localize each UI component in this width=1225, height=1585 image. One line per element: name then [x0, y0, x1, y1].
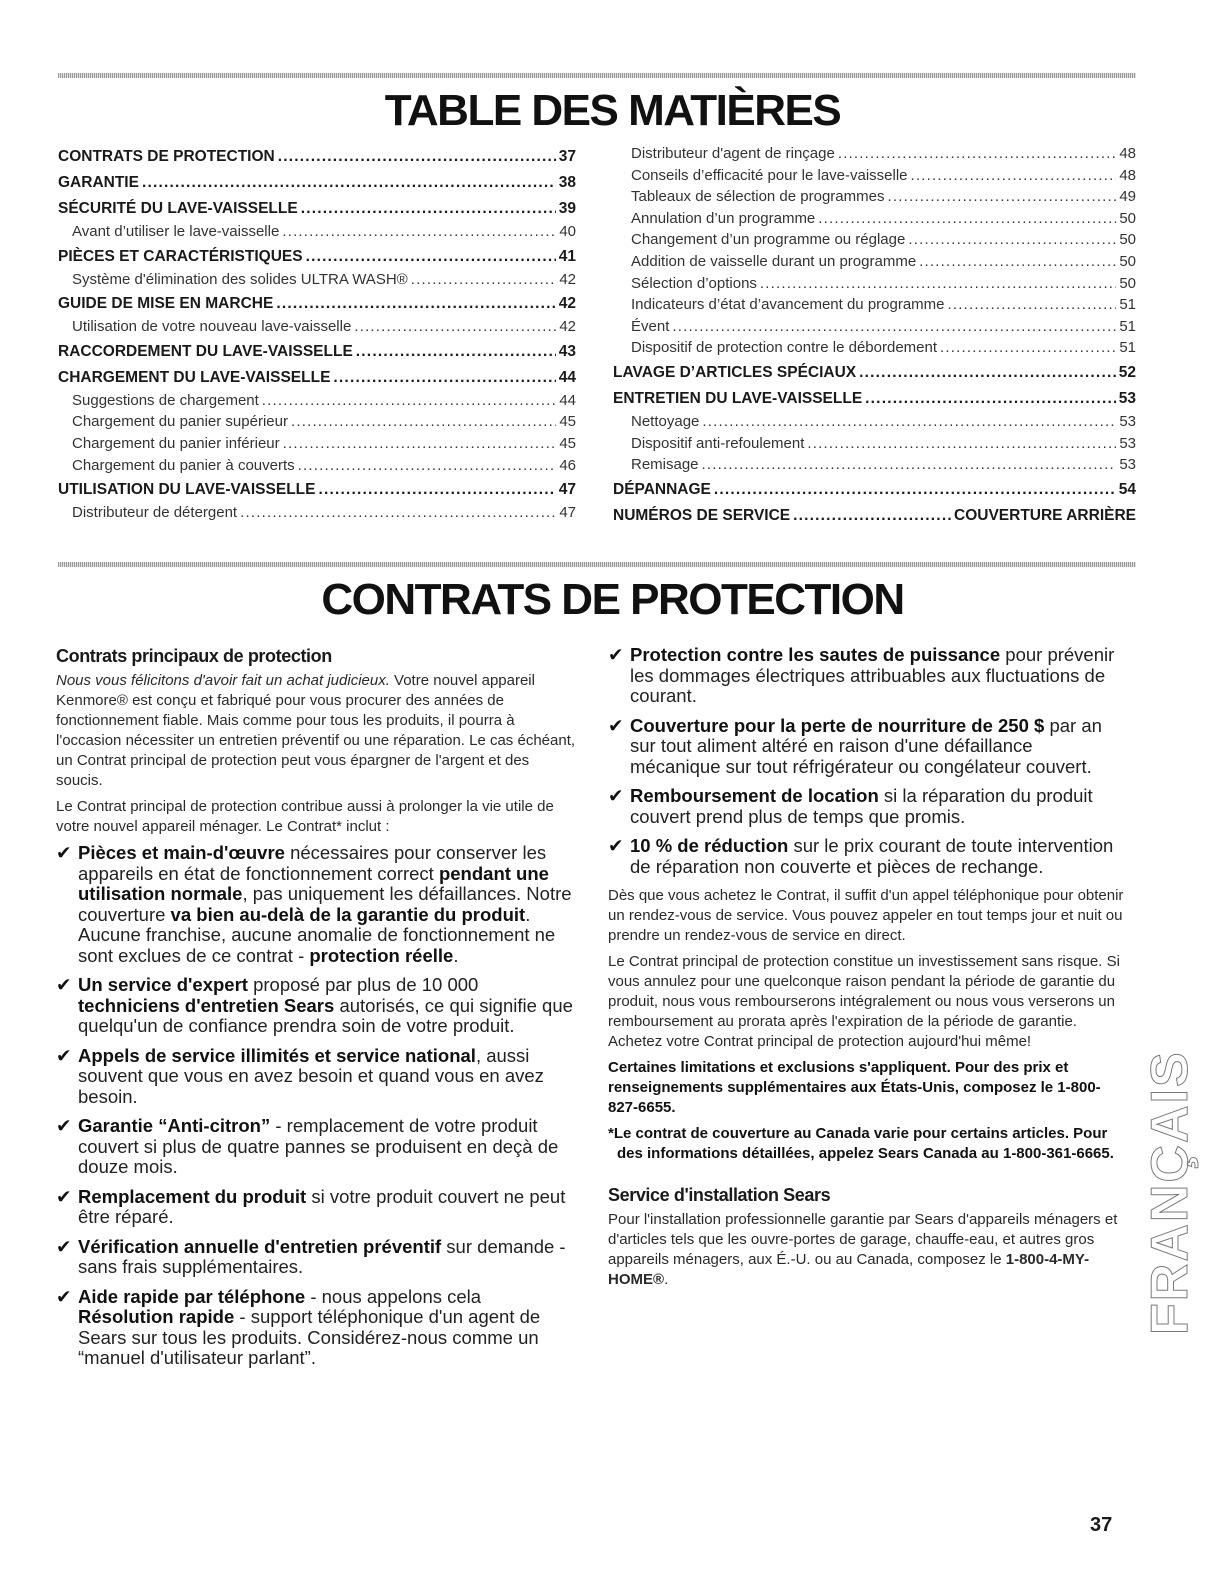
text-span: autorisés, ce qui signifie que quelqu'un de confiance prendra soin de votre produit. — [78, 994, 573, 1036]
toc-entry-label: Chargement du panier inférieur — [72, 434, 280, 452]
toc-entry — [613, 504, 1136, 528]
toc-entry — [58, 221, 576, 243]
toc-entry-label: Tableaux de sélection de programmes — [631, 188, 885, 206]
toc-entry — [58, 411, 576, 433]
text-span: par an sur tout aliment altéré en raison d'une défaillance mécanique sur tout réfrigérateur ou congélateur couvert. — [630, 714, 1102, 777]
intro-paragraph — [56, 671, 576, 791]
dot-leader — [278, 145, 556, 169]
toc-entry — [613, 454, 1136, 476]
toc-entry-label: Indicateurs d’état d’avancement du programme — [631, 296, 945, 314]
toc-entry — [613, 208, 1136, 230]
text-span: sur le prix courant de toute intervention de réparation non couverte et pièces de rechange. — [630, 835, 1114, 877]
toc-entry — [613, 411, 1136, 433]
purchase-paragraph: Dès que vous achetez le Contrat, il suffit d'un appel téléphonique pour obtenir un rendez-vous de service. Vous pouvez appeler en tout temps jour et nuit ou prendre un rendez-vous de service en direct. — [608, 887, 1124, 944]
toc-entry-page: 42 — [558, 295, 576, 313]
bold-span: protection réelle — [309, 944, 454, 966]
check-icon: ✔ — [608, 644, 624, 665]
install-paragraph — [608, 1210, 1128, 1290]
bold-span: Garantie “Anti-citron” — [78, 1115, 271, 1136]
toc-entry-label: Conseils d’efficacité pour le lave-vaisselle — [631, 166, 908, 184]
toc-entry — [613, 478, 1136, 502]
toc-entry-label: Utilisation de votre nouveau lave-vaisselle — [72, 318, 352, 336]
bold-span: va bien au-delà de la garantie du produit — [170, 903, 526, 925]
bold-span: Un service d'expert — [78, 974, 248, 995]
toc-entry-page: 50 — [1119, 274, 1136, 292]
dot-leader — [354, 316, 556, 338]
dot-leader — [240, 502, 556, 524]
middle-divider — [58, 562, 1136, 567]
toc-entry-label: Avant d’utiliser le lave-vaisselle — [72, 223, 280, 240]
text-span: Pour l'installation professionnelle garantie par Sears d'appareils ménagers et d'articles tels que les ouvre-portes de garage, chauffe-eau, et autres gros appareils ménagers, aux É.-U. ou au Canada, composez le — [608, 1211, 1118, 1268]
benefit-replacement — [56, 1187, 576, 1228]
toc-entry-page: 53 — [1119, 456, 1136, 474]
bold-span: techniciens d'entretien Sears — [78, 994, 335, 1016]
toc-entry-label: Annulation d’un programme — [631, 209, 816, 227]
toc-entry-page: 49 — [1119, 188, 1136, 206]
toc-entry — [58, 269, 576, 291]
dot-leader — [283, 433, 557, 455]
toc-entry-page: 51 — [1119, 317, 1136, 335]
toc-entry-page: 47 — [559, 504, 576, 522]
toc-entry — [58, 340, 576, 364]
toc-entry — [613, 229, 1136, 251]
toc-entry-label: Sélection d’options — [631, 274, 757, 292]
check-icon: ✔ — [56, 974, 72, 995]
toc-entry-label: CHARGEMENT DU LAVE-VAISSELLE — [58, 368, 331, 386]
text-span: sur demande - sans frais supplémentaires. — [78, 1235, 566, 1277]
install-heading: Service d'installation Sears — [608, 1185, 831, 1205]
toc-entry-page: 37 — [558, 148, 576, 165]
toc-entry-label: Distributeur de détergent — [72, 504, 238, 522]
limitations-paragraph: Certaines limitations et exclusions s'appliquent. Pour des prix et renseignements supplémentaires aux États-Unis, composez le 1-800-827-6655. — [608, 1059, 1101, 1116]
text-span: nécessaires pour conserver les appareils en état de fonctionnement correct — [78, 842, 547, 884]
contracts-right-column — [608, 645, 1128, 1296]
toc-entry — [613, 316, 1136, 338]
benefit-lemon-guarantee — [56, 1116, 576, 1178]
toc-entry-page: 50 — [1119, 231, 1136, 249]
language-tab: FRANÇAIS — [1141, 1050, 1199, 1335]
contracts-title: CONTRATS DE PROTECTION — [321, 575, 904, 624]
toc-entry-page: 53 — [1119, 434, 1136, 452]
dot-leader — [818, 208, 1116, 230]
intro-italic: Nous vous félicitons d'avoir fait un achat judicieux. — [56, 672, 390, 689]
toc-entry — [58, 145, 576, 169]
toc-entry-label: Système d'élimination des solides ULTRA WASH® — [72, 270, 408, 288]
toc-entry-label: Dispositif anti-refoulement — [631, 434, 805, 452]
text-span: . Aucune franchise, aucune anomalie de fonctionnement ne sont exclues de ce contrat - — [78, 903, 556, 966]
dot-leader — [702, 454, 1117, 476]
text-span: si la réparation du produit couvert prend plus de temps que promis. — [630, 785, 1093, 827]
dot-leader — [142, 171, 556, 195]
toc-entry-page: 46 — [559, 456, 576, 474]
toc-entry-label: Chargement du panier supérieur — [72, 413, 288, 431]
toc-entry-label: Changement d’un programme ou réglage — [631, 231, 906, 249]
toc-entry-page: 41 — [558, 247, 576, 265]
toc-entry — [58, 455, 576, 477]
dot-leader — [887, 186, 1116, 208]
bold-span: 10 % de réduction — [630, 835, 789, 856]
toc-entry-page: 42 — [559, 270, 576, 288]
text-span: , aussi souvent que vous en avez besoin et quand vous en avez besoin. — [78, 1044, 544, 1107]
install-phone: 1-800-4-MY-HOME® — [608, 1251, 1090, 1288]
bold-span: pendant une utilisation normale — [78, 862, 549, 904]
toc-entry-page: 53 — [1118, 389, 1136, 407]
dot-leader — [760, 273, 1116, 295]
toc-entry-page: 44 — [558, 368, 576, 386]
dot-leader — [298, 455, 557, 477]
check-icon: ✔ — [56, 842, 72, 863]
toc-entry-label: Suggestions de chargement — [72, 391, 259, 409]
toc-entry-page: 42 — [559, 318, 576, 336]
toc-right-column — [613, 143, 1136, 528]
toc-entry-page: COUVERTURE ARRIÈRE — [954, 506, 1136, 524]
toc-entry-page: 45 — [559, 434, 576, 452]
benefit-parts-labor — [56, 843, 576, 966]
toc-entry — [613, 361, 1136, 385]
benefit-expert-service — [56, 975, 576, 1037]
includes-paragraph: Le Contrat principal de protection contribue aussi à prolonger la vie utile de votre nouvel appareil ménager. Le Contrat* inclut : — [56, 798, 554, 835]
check-icon: ✔ — [608, 785, 624, 806]
dot-leader — [714, 478, 1116, 502]
benefit-discount — [608, 836, 1128, 877]
dot-leader — [282, 221, 556, 243]
dot-leader — [333, 366, 555, 390]
top-divider — [58, 73, 1136, 78]
toc-entry-page: 53 — [1119, 412, 1136, 430]
check-icon: ✔ — [56, 1235, 72, 1257]
bold-span: Vérification annuelle d'entretien préventif — [78, 1235, 442, 1257]
dot-leader — [919, 251, 1116, 273]
check-icon: ✔ — [56, 1185, 72, 1207]
toc-entry — [613, 294, 1136, 316]
check-icon: ✔ — [56, 1285, 72, 1307]
bold-span: Aide rapide par téléphone — [78, 1285, 306, 1307]
toc-entry — [613, 337, 1136, 359]
contracts-left-column — [56, 645, 576, 1378]
dot-leader — [276, 292, 555, 316]
text-span: - nous appelons cela — [305, 1285, 482, 1307]
bold-span: Pièces et main-d'œuvre — [78, 842, 285, 863]
toc-entry — [58, 171, 576, 195]
toc-entry — [58, 478, 576, 502]
benefit-food-loss — [608, 716, 1128, 778]
toc-entry — [613, 165, 1136, 187]
toc-entry — [58, 316, 576, 338]
text-span: - support téléphonique d'un agent de Sears sur tous les produits. Considérez-nous comme un “manuel d'utilisateur parlant”. — [78, 1306, 541, 1368]
dot-leader — [948, 294, 1117, 316]
toc-entry-label: CONTRATS DE PROTECTION — [58, 148, 275, 165]
toc-entry — [58, 197, 576, 221]
benefit-power-surge — [608, 645, 1128, 707]
dot-leader — [301, 197, 556, 221]
master-contracts-heading: Contrats principaux de protection — [56, 646, 332, 666]
bold-span: Protection contre les sautes de puissance — [630, 644, 1001, 665]
toc-entry-label: PIÈCES ET CARACTÉRISTIQUES — [58, 247, 303, 265]
toc-entry-label: Remisage — [631, 456, 699, 474]
toc-title: TABLE DES MATIÈRES — [384, 86, 841, 135]
bold-span: Remplacement du produit — [78, 1185, 307, 1207]
toc-entry-label: UTILISATION DU LAVE-VAISSELLE — [58, 481, 316, 499]
toc-entry-label: RACCORDEMENT DU LAVE-VAISSELLE — [58, 342, 353, 360]
toc-entry-page: 40 — [559, 223, 576, 240]
bold-span: Remboursement de location — [630, 785, 879, 806]
text-span: . — [664, 1271, 669, 1288]
text-span: pour prévenir les dommages électriques attribuables aux fluctuations de courant. — [630, 644, 1115, 706]
toc-entry-page: 38 — [558, 174, 576, 191]
bold-span: Couverture pour la perte de nourriture de 250 $ — [630, 714, 1045, 736]
toc-entry-page: 43 — [558, 342, 576, 360]
toc-entry-label: Évent — [631, 317, 670, 335]
toc-entry — [613, 143, 1136, 165]
toc-entry-label: GARANTIE — [58, 174, 139, 191]
toc-entry-page: 44 — [559, 391, 576, 409]
toc-entry-page: 54 — [1118, 480, 1136, 498]
dot-leader — [318, 478, 555, 502]
text-span: proposé par plus de 10 000 — [247, 974, 479, 995]
toc-entry-page: 50 — [1119, 209, 1136, 227]
toc-entry-page: 51 — [1119, 296, 1136, 314]
dot-leader — [793, 504, 951, 528]
toc-entry-page: 48 — [1119, 145, 1136, 162]
toc-entry — [58, 366, 576, 390]
toc-entry — [58, 433, 576, 455]
intro-rest: Votre nouvel appareil Kenmore® est conçu et fabriqué pour vous procurer des années de fonctionnement fiable. Mais comme pour tous les produits, il pourra à l'occasion nécessiter un entretien préventif ou une réparation. Le cas échéant, un Contrat principal de protection peut vous épargner de l'argent et des soucis. — [56, 672, 576, 789]
toc-entry-label: ENTRETIEN DU LAVE-VAISSELLE — [613, 389, 863, 407]
bold-span: Résolution rapide — [78, 1306, 235, 1327]
bold-span: Appels de service illimités et service national — [78, 1044, 476, 1066]
dot-leader — [911, 165, 1117, 187]
dot-leader — [291, 411, 556, 433]
dot-leader — [702, 411, 1116, 433]
dot-leader — [356, 340, 556, 364]
toc-entry — [58, 502, 576, 524]
toc-entry-page: 39 — [558, 200, 576, 217]
toc-entry — [58, 390, 576, 412]
risk-free-paragraph: Le Contrat principal de protection constitue un investissement sans risque. Si vous annulez pour une quelconque raison pendant la période de garantie du produit, nous vous rembourserons intégralement ou nous vous verserons un remboursement au prorata après l'expiration de la période de garantie. Achetez votre Contrat principal de protection aujourd'hui même! — [608, 953, 1120, 1050]
dot-leader — [838, 143, 1116, 165]
dot-leader — [262, 390, 557, 412]
text-span: . — [453, 944, 459, 966]
toc-entry — [613, 273, 1136, 295]
toc-entry — [613, 433, 1136, 455]
toc-entry-label: Addition de vaisselle durant un programme — [631, 252, 917, 270]
toc-entry — [613, 251, 1136, 273]
toc-left-column — [58, 143, 576, 524]
benefit-annual-check — [56, 1237, 576, 1278]
toc-entry-page: 50 — [1119, 252, 1136, 270]
toc-entry-label: Dispositif de protection contre le débordement — [631, 339, 938, 357]
toc-entry-label: DÉPANNAGE — [613, 480, 711, 498]
page-number: 37 — [1090, 1514, 1113, 1536]
benefit-unlimited-calls — [56, 1046, 576, 1108]
toc-entry — [58, 292, 576, 316]
dot-leader — [865, 387, 1116, 411]
toc-entry-page: 51 — [1119, 339, 1136, 357]
toc-entry-label: Chargement du panier à couverts — [72, 456, 295, 474]
dot-leader — [908, 229, 1116, 251]
dot-leader — [411, 269, 557, 291]
dot-leader — [859, 361, 1116, 385]
check-icon: ✔ — [608, 714, 624, 736]
text-span: , pas uniquement les défaillances. Notre couverture — [78, 883, 572, 925]
toc-entry — [613, 387, 1136, 411]
toc-entry-page: 47 — [558, 481, 576, 499]
benefit-rental — [608, 786, 1128, 827]
toc-entry — [58, 245, 576, 269]
toc-entry-label: SÉCURITÉ DU LAVE-VAISSELLE — [58, 200, 298, 217]
check-icon: ✔ — [608, 835, 624, 856]
text-span: - remplacement de votre produit couvert si plus de quatre pannes se produisent en deçà de douze mois. — [78, 1115, 559, 1177]
dot-leader — [807, 433, 1116, 455]
dot-leader — [940, 337, 1116, 359]
toc-entry-page: 45 — [559, 413, 576, 431]
canada-note: *Le contrat de couverture au Canada varie pour certains articles. Pour des informations détaillées, appelez Sears Canada au 1-800-361-6665. — [608, 1125, 1114, 1162]
dot-leader — [306, 245, 556, 269]
toc-entry-label: NUMÉROS DE SERVICE — [613, 506, 791, 524]
toc-entry — [613, 186, 1136, 208]
toc-entry-label: Distributeur d'agent de rinçage — [631, 145, 835, 162]
text-span: si votre produit couvert ne peut être réparé. — [78, 1185, 566, 1227]
check-icon: ✔ — [56, 1115, 72, 1136]
toc-entry-label: Nettoyage — [631, 412, 700, 430]
toc-entry-page: 52 — [1118, 363, 1136, 381]
benefit-phone-help — [56, 1287, 576, 1369]
toc-entry-page: 48 — [1119, 166, 1136, 184]
dot-leader — [672, 316, 1116, 338]
toc-entry-label: GUIDE DE MISE EN MARCHE — [58, 295, 274, 313]
toc-entry-label: LAVAGE D’ARTICLES SPÉCIAUX — [613, 363, 857, 381]
check-icon: ✔ — [56, 1044, 72, 1066]
